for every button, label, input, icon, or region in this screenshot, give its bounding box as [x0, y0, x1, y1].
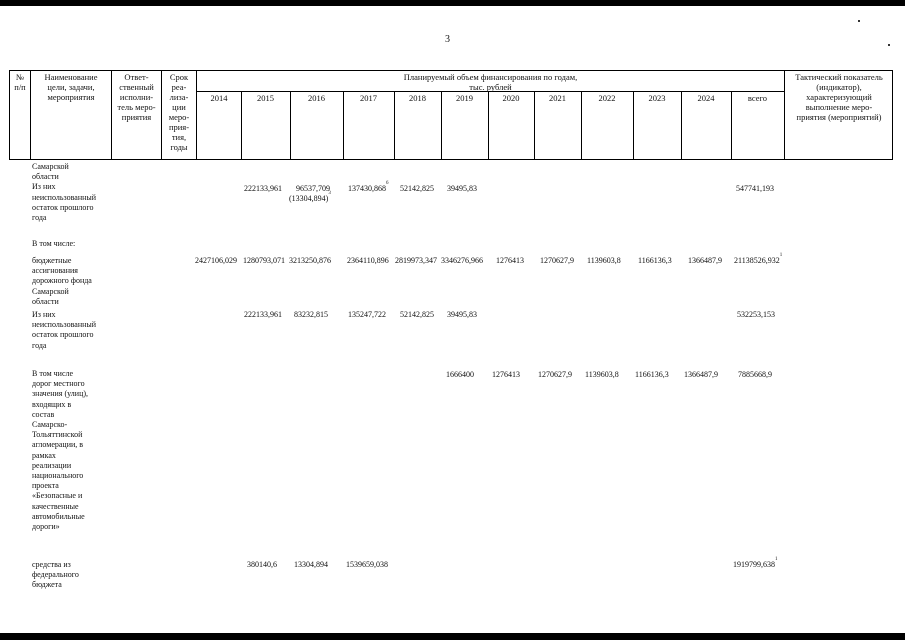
- year-2019: 2019: [456, 93, 473, 103]
- cell-value: 83232,815: [294, 310, 328, 319]
- cell-value: 1270627,9: [540, 256, 574, 265]
- cell-value: 1139603,8: [585, 370, 619, 379]
- bottom-border: [0, 633, 905, 640]
- cell-value: 135247,722: [348, 310, 386, 319]
- row-label: В том числе:: [32, 239, 76, 248]
- row-label: Самарской области Из них неиспользованный остаток прошлого года: [32, 162, 97, 223]
- cell-value: 380140,6: [247, 560, 277, 569]
- cell-value: 13304,894: [294, 560, 328, 569]
- cell-value: 1276413: [492, 370, 520, 379]
- year-2018: 2018: [409, 93, 426, 103]
- cell-value: 3213250,876: [289, 256, 331, 265]
- cell-value: 1276413: [496, 256, 524, 265]
- cell-value: 547741,193: [736, 184, 774, 193]
- cell-value: 1919799,638$^1$: [733, 557, 778, 569]
- header-indicator: Тактический показатель (индикатор), характеризующий выполнение меро- приятия (мероприятий): [795, 72, 883, 122]
- row-label: В том числе дорог местного значения (улиц), входящих в состав Самарско- Тольяттинской агломерации, в рамках реализации национального проекта «Безопасные и качественные автомобильные дороги»: [32, 369, 89, 532]
- year-2015: 2015: [257, 93, 274, 103]
- cell-value: 1666400: [446, 370, 474, 379]
- cell-value: $(13304,894)^3$: [289, 191, 331, 203]
- year-2017: 2017: [360, 93, 377, 103]
- row-label: Из них неиспользованный остаток прошлого года: [32, 310, 97, 350]
- scan-speck: [888, 44, 890, 46]
- page-number: 3: [445, 34, 450, 45]
- cell-value: 137430,868$^6$: [348, 181, 389, 193]
- cell-value: 222133,961: [244, 310, 282, 319]
- cell-value: 52142,825: [400, 184, 434, 193]
- cell-value: 1166136,3: [635, 370, 669, 379]
- cell-value: 2364110,896: [347, 256, 389, 265]
- year-total: всего: [747, 93, 768, 103]
- cell-value: 1280793,071: [243, 256, 285, 265]
- cell-value: 1366487,9: [684, 370, 718, 379]
- header-funding: Планируемый объем финансирования по годам, тыс. рублей: [403, 72, 578, 92]
- cell-value: 1270627,9: [538, 370, 572, 379]
- cell-value: 222133,961: [244, 184, 282, 193]
- year-2020: 2020: [502, 93, 520, 103]
- cell-value: 1139603,8: [587, 256, 621, 265]
- header-name: Наименование цели, задачи, мероприятия: [44, 72, 98, 102]
- cell-value: 39495,83: [447, 184, 477, 193]
- header-no: № п/п: [14, 72, 26, 92]
- cell-value: 532253,153: [737, 310, 775, 319]
- cell-value: 2819973,347: [395, 256, 437, 265]
- year-2016: 2016: [308, 93, 325, 103]
- header-term: Срок реа- лиза- ции меро- прия- тия, годы: [168, 72, 190, 152]
- cell-value: 52142,825: [400, 310, 434, 319]
- cell-value: 1539659,038: [346, 560, 388, 569]
- year-2024: 2024: [697, 93, 715, 103]
- row-label: средства из федерального бюджета: [32, 560, 79, 590]
- year-2014: 2014: [210, 93, 228, 103]
- cell-value: 2427106,029: [195, 256, 237, 265]
- cell-value: 1366487,9: [688, 256, 722, 265]
- cell-value: 96537,709: [296, 184, 330, 193]
- year-2022: 2022: [598, 93, 616, 103]
- cell-value: 39495,83: [447, 310, 477, 319]
- header-responsible: Ответ- ственный исполни- тель меро- приятия: [117, 72, 156, 122]
- year-2023: 2023: [648, 93, 666, 103]
- row-label: бюджетные ассигнования дорожного фонда Самарской области: [32, 256, 92, 306]
- scan-speck: [858, 20, 860, 22]
- cell-value: 7885668,9: [738, 370, 772, 379]
- cell-value: 21138526,932$^1$: [734, 253, 783, 265]
- top-border: [0, 0, 905, 6]
- cell-value: 3346276,966: [441, 256, 483, 265]
- cell-value: 1166136,3: [638, 256, 672, 265]
- year-2021: 2021: [549, 93, 566, 103]
